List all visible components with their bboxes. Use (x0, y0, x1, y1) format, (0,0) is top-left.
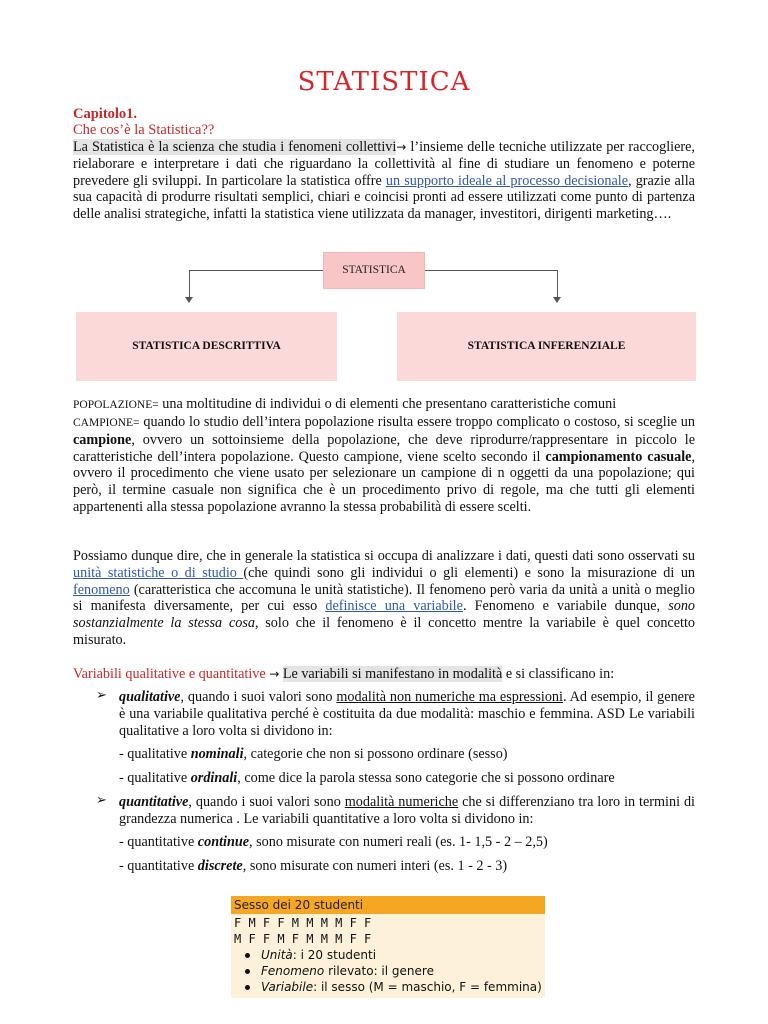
popolazione-paragraph: POPOLAZIONE= una moltitudine di individui o di elementi che presentano caratteristiche comuni (73, 396, 617, 412)
example-row-1: F M F F M M M M F F (234, 916, 372, 930)
campione-term: CAMPIONE= (73, 417, 140, 429)
arrow-icon: → (269, 667, 280, 681)
nominali-line: - qualitative nominali, categorie che non si possono ordinare (sesso) (119, 746, 508, 762)
intro-paragraph: La Statistica è la scienza che studia i fenomeni collettivi→ l’insieme delle tecniche utilizzate per raccogliere, rielaborare e interpretare i dati che riguardano la collettività al fine di studiare un fenomeno e poterne prevedere gli sviluppi. In particolare la statistica offre un supporto ideale al processo decisionale, grazie alla sua capacità di produrre risultati semplici, chiari e coincisi pronti ad essere utilizzati come punto di partenza delle analisi strategiche, infatti la statistica viene utilizzata da manager, investitori, dirigenti marketing…. (73, 139, 695, 223)
continue-line: - quantitative continue, sono misurate con numeri reali (es. 1- 1,5 - 2 – 2,5) (119, 834, 548, 850)
bullet-dot-icon (245, 953, 250, 958)
definition-highlight: La Statistica è la scienza che studia i fenomeni collettivi (73, 139, 397, 155)
diagram-left-box: STATISTICA DESCRITTIVA (76, 312, 337, 381)
arrow-bullet-icon: ➢ (96, 793, 107, 808)
ordinali-line: - qualitative ordinali, come dice la parola stessa sono categorie che si possono ordinare (119, 770, 615, 786)
connector-right-h (424, 270, 558, 271)
question-heading: Che cos’è la Statistica?? (73, 122, 215, 138)
variabili-heading: Variabili qualitative e quantitative → Le variabili si manifestano in modalità e si classificano in: (73, 666, 615, 682)
example-item-variabile: Variabile: il sesso (M = maschio, F = femmina) (231, 979, 545, 995)
fenomeno-link[interactable]: fenomeno (73, 581, 130, 598)
discrete-line: - quantitative discrete, sono misurate con numeri interi (es. 1 - 2 - 3) (119, 858, 508, 874)
variabile-link[interactable]: definisce una variabile (325, 598, 463, 615)
qualitative-item: qualitative, quando i suoi valori sono modalità non numeriche ma espressioni. Ad esempio, il genere è una variabile qualitativa perché è costituita da due modalità: maschio e femmina. ASD Le variabili qualitative a loro volta si dividono in: (119, 689, 695, 739)
arrowhead-right-icon (553, 297, 561, 303)
quantitative-item: quantitative, quando i suoi valori sono modalità numeriche che si differenziano tra loro in termini di grandezza numerica . Le variabili quantitative a loro volta si dividono in: (119, 794, 695, 827)
bullet-dot-icon (245, 969, 250, 974)
possiamo-paragraph: Possiamo dunque dire, che in generale la statistica si occupa di analizzare i dati, questi dati sono osservati su unità statistiche o di studio (che quindi sono gli individui o gli elementi) e sono la misurazione di un fenomeno (caratteristica che accomuna le unità statistiche). Il fenomeno però varia da unità a unità o meglio si manifesta diversamente, per cui esso definisce una variabile. Fenomeno e variabile dunque, sono sostanzialmente la stessa cosa, solo che il fenomeno è il concetto mentre la variabile è quel concetto misurato. (73, 548, 696, 648)
example-item-unita: Unità: i 20 studenti (231, 947, 545, 963)
example-card (231, 896, 545, 998)
arrow-bullet-icon: ➢ (96, 688, 107, 703)
example-item-fenomeno: Fenomeno rilevato: il genere (231, 963, 545, 979)
popolazione-term: POPOLAZIONE= (73, 399, 159, 411)
connector-left-h (189, 270, 323, 271)
example-card-header: Sesso dei 20 studenti (231, 896, 545, 914)
connector-left-v (189, 270, 190, 300)
decision-support-link[interactable]: un supporto ideale al processo decisionale (385, 172, 629, 189)
connector-right-v (557, 270, 558, 300)
campione-paragraph: CAMPIONE= quando lo studio dell’intera popolazione risulta essere troppo complicato o costoso, si sceglie un campione, ovvero un sottoinsieme della popolazione, che deve riprodurre/rappresentare in piccolo le caratteristiche dell’intera popolazione. Questo campione, viene scelto secondo il campionamento casuale, ovvero il procedimento che viene usato per selezionare un campione di n oggetti da una popolazione; qui però, il termine casuale non significa che è un procedimento privo di regole, ma che tutti gli elementi appartenenti alla stessa popolazione avranno la stessa probabilità di essere scelti. (73, 414, 695, 515)
page-title: STATISTICA (297, 67, 471, 97)
diagram-right-box: STATISTICA INFERENZIALE (397, 312, 696, 381)
chapter-heading: Capitolo1. (73, 106, 138, 122)
arrow-icon: → (396, 140, 407, 154)
bullet-dot-icon (245, 985, 250, 990)
diagram-root-box: STATISTICA (323, 252, 425, 289)
arrowhead-left-icon (185, 297, 193, 303)
unita-link[interactable]: unità statistiche o di studio (73, 564, 244, 581)
example-row-2: M F F M F M M M F F (234, 932, 372, 946)
